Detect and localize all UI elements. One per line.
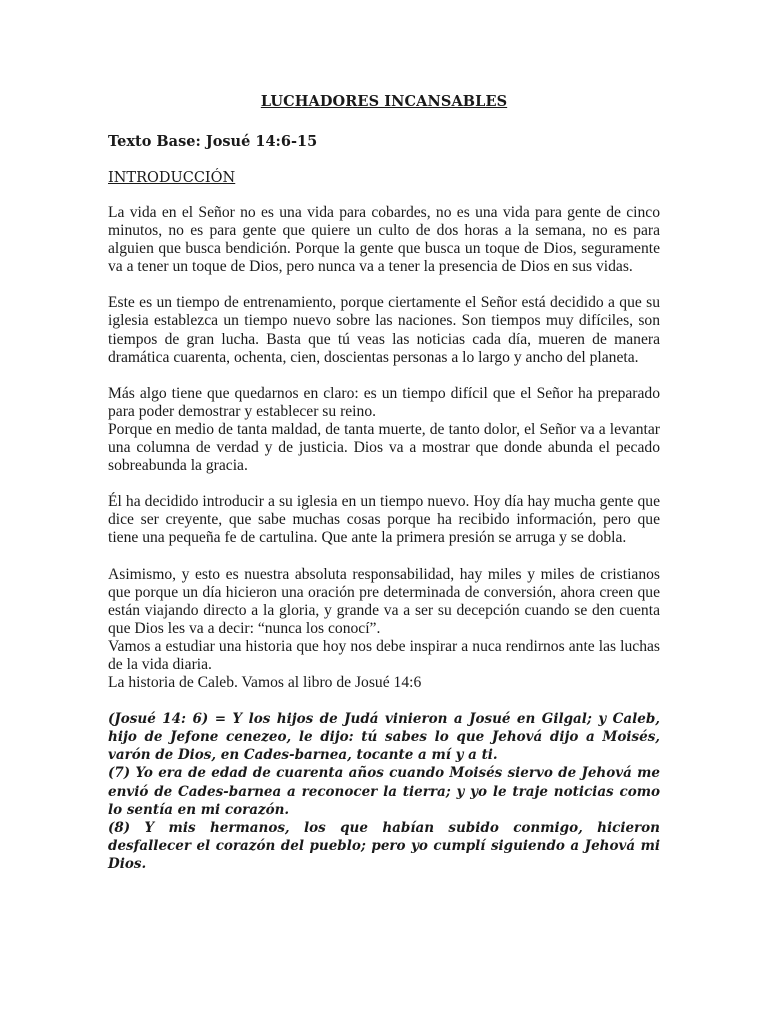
document-title: LUCHADORES INCANSABLES <box>260 93 508 110</box>
paragraph-7: Vamos a estudiar una historia que hoy nos debe inspirar a nuca rendirnos ante las luchas de la vida diaria. <box>108 637 660 673</box>
paragraph-8: La historia de Caleb. Vamos al libro de Josué 14:6 <box>108 674 422 692</box>
verse-7: (7) Yo era de edad de cuarenta años cuando Moisés siervo de Jehová me envió de Cades-barnea a reconocer la tierra; y yo le traje noticias como lo sentía en mi corazón. <box>108 765 660 818</box>
introduction-heading: INTRODUCCIÓN <box>108 170 236 186</box>
verse-8: (8) Y mis hermanos, los que habían subido conmigo, hicieron desfallecer el corazón del pueblo; pero yo cumplí siguiendo a Jehová mi Dios. <box>108 819 660 872</box>
scripture-passage <box>108 710 660 873</box>
verse-6: (Josué 14: 6) = Y los hijos de Judá vinieron a Josué en Gilgal; y Caleb, hijo de Jefone cenezeo, le dijo: tú sabes lo que Jehová dijo a Moisés, varón de Dios, en Cades-barnea, tocante a mí y a ti. <box>108 711 660 764</box>
paragraph-2: Este es un tiempo de entrenamiento, porque ciertamente el Señor está decidido a que su iglesia establezca un tiempo nuevo sobre las naciones. Son tiempos muy difíciles, son tiempos de gran lucha. Basta que tú veas las noticias cada día, mueren de manera dramática cuarenta, ochenta, cien, doscientas personas a lo largo y ancho del planeta. <box>108 294 660 366</box>
base-text-reference: Texto Base: Josué 14:6-15 <box>108 133 318 150</box>
paragraph-3: Más algo tiene que quedarnos en claro: es un tiempo difícil que el Señor ha preparado para poder demostrar y establecer su reino. <box>108 384 660 420</box>
paragraph-4: Porque en medio de tanta maldad, de tanta muerte, de tanto dolor, el Señor va a levantar una columna de verdad y de justicia. Dios va a mostrar que donde abunda el pecado sobreabunda la gracia. <box>108 420 660 475</box>
document-body <box>108 92 660 873</box>
paragraph-1: La vida en el Señor no es una vida para cobardes, no es una vida para gente de cinco minutos, no es para gente que quiere un culto de dos horas a la semana, no es para alguien que busca bendición. Porque la gente que busca un toque de Dios, seguramente va a tener un toque de Dios, pero nunca va a tener la presencia de Dios en sus vidas. <box>108 204 660 276</box>
paragraph-5: Él ha decidido introducir a su iglesia en un tiempo nuevo. Hoy día hay mucha gente que dice ser creyente, que sabe muchas cosas porque ha recibido información, pero que tiene una pequeña fe de cartulina. Que ante la primera presión se arruga y se dobla. <box>108 493 660 547</box>
paragraph-6: Asimismo, y esto es nuestra absoluta responsabilidad, hay miles y miles de cristianos que porque un día hicieron una oración pre determinada de conversión, ahora creen que están viajando directo a la gloria, y grande va a ser su decepción cuando se den cuenta que Dios les va a decir: “nunca los conocí”. <box>108 565 660 637</box>
